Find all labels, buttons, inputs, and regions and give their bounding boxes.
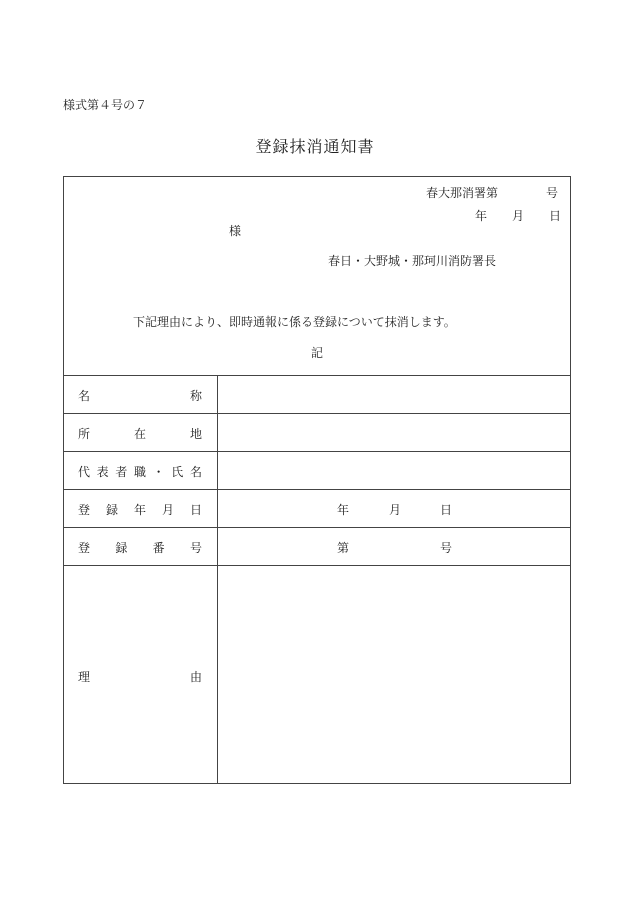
registration-year-label: 年: [337, 503, 350, 517]
address-value-cell[interactable]: [224, 420, 564, 446]
date-month-label: 月: [512, 209, 525, 223]
ki-label: 記: [311, 346, 324, 360]
addressee-suffix: 様: [229, 224, 242, 238]
date-day-label: 日: [549, 209, 562, 223]
label-registration-number: 登 録 番 号: [78, 541, 202, 555]
label-registration-date: 登 録 年 月 日: [78, 503, 202, 517]
row-divider: [64, 565, 570, 566]
registration-month-label: 月: [389, 503, 402, 517]
representative-value-cell[interactable]: [224, 458, 564, 484]
registration-number-prefix: 第: [337, 541, 350, 555]
notice-form: [63, 176, 571, 784]
name-value-cell[interactable]: [224, 382, 564, 408]
column-divider: [217, 375, 218, 783]
notice-body-text: 下記理由により、即時通報に係る登録について抹消します。: [133, 315, 456, 329]
row-divider: [64, 527, 570, 528]
registration-day-label: 日: [440, 503, 453, 517]
row-divider: [64, 375, 570, 376]
label-name: 名 称: [78, 389, 202, 403]
document-title: 登録抹消通知書: [255, 137, 375, 156]
date-year-label: 年: [475, 209, 488, 223]
label-representative: 代 表 者 職 ・ 氏 名: [78, 465, 202, 479]
form-id: 様式第４号の７: [63, 98, 148, 112]
row-divider: [64, 489, 570, 490]
reason-value-cell[interactable]: [224, 572, 564, 777]
row-divider: [64, 413, 570, 414]
registration-number-suffix: 号: [440, 541, 453, 555]
document-number: 春大那消署第 号: [425, 186, 558, 200]
label-reason: 理 由: [78, 670, 202, 684]
issuer-name: 春日・大野城・那珂川消防署長: [328, 254, 497, 268]
label-address: 所 在 地: [78, 427, 202, 441]
row-divider: [64, 451, 570, 452]
